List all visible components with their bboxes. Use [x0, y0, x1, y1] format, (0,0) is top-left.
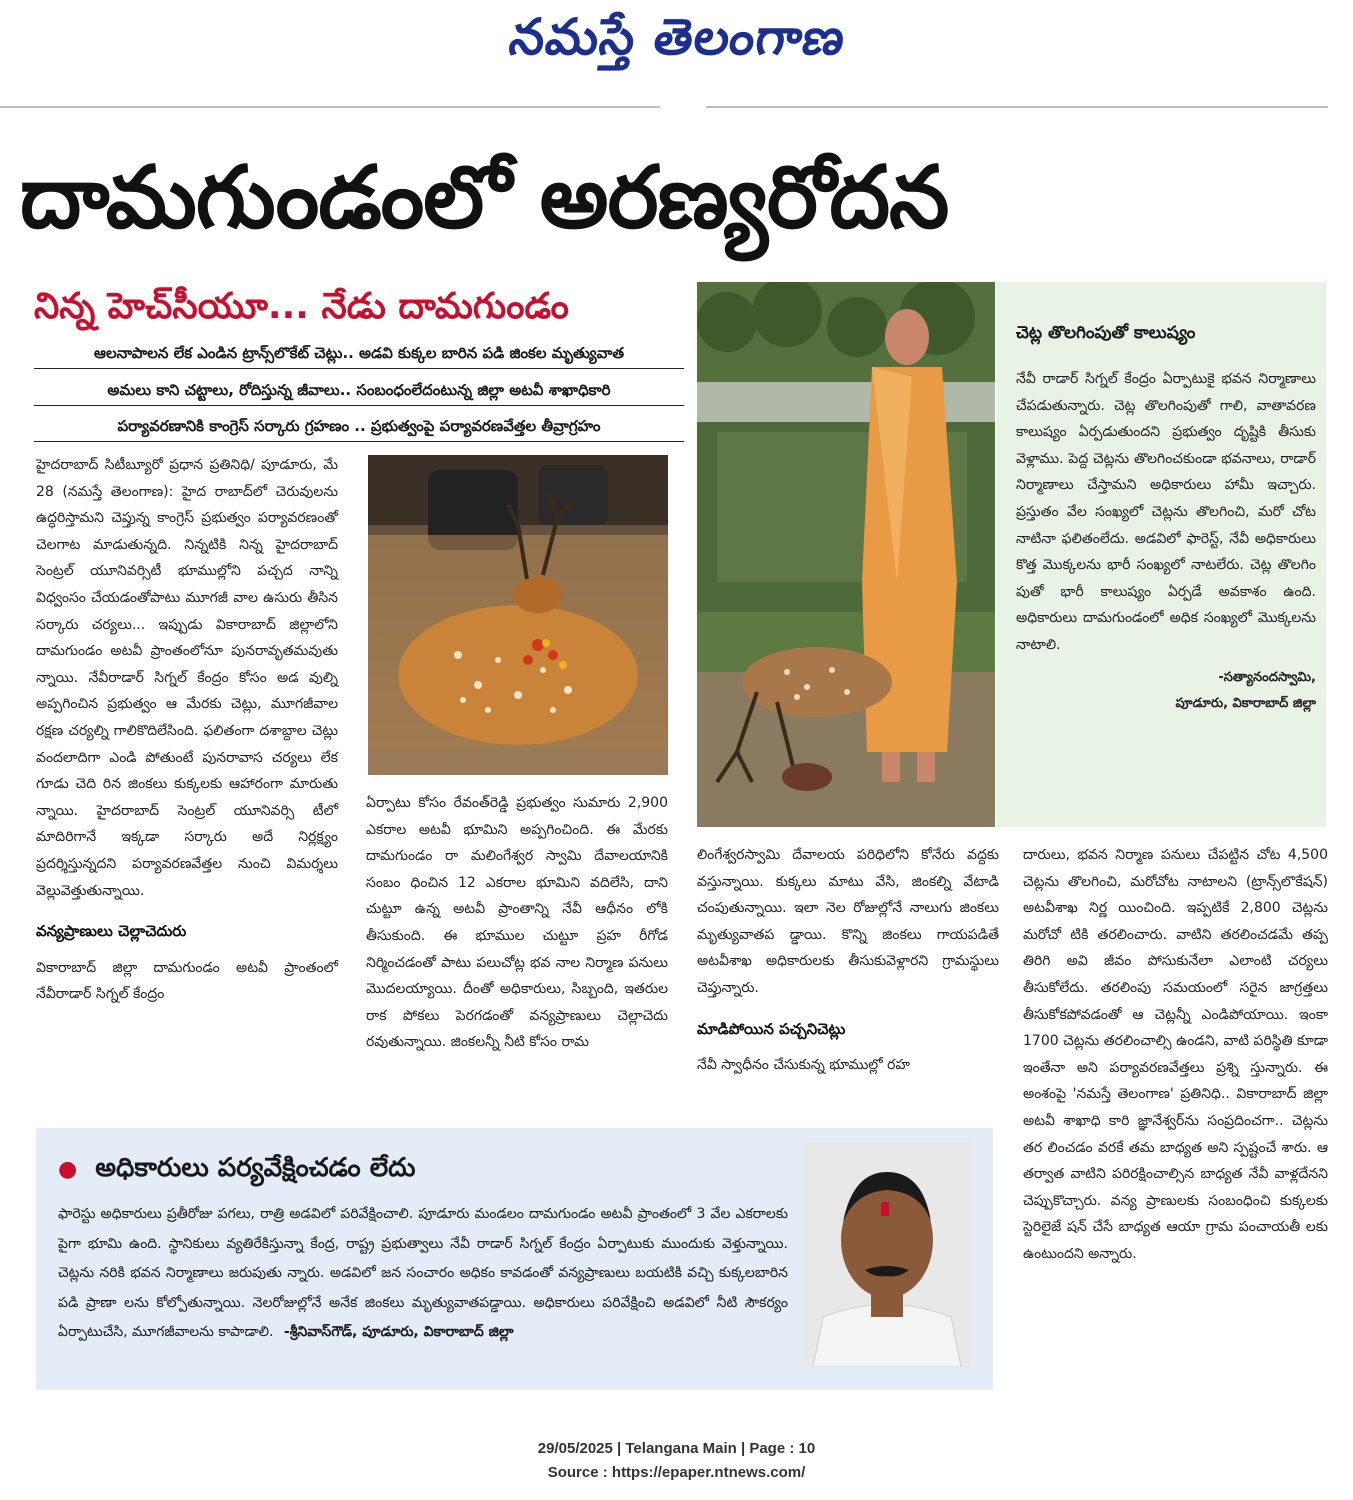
expert-quote-signature-name: -సత్యానందస్వామి, — [1218, 669, 1316, 685]
deck-line-3: పర్యావరణానికి కాంగ్రెస్ సర్కారు గ్రహణం .. ప్రభుత్వంపై పర్యావరణవేత్తల తీవ్రాగ్రహం — [34, 411, 684, 442]
official-quote-title-row — [58, 1148, 415, 1190]
masthead-logo-text: నమస్తే తెలంగాణ — [505, 8, 850, 66]
footer-source-line: Source : https://epaper.ntnews.com/ — [547, 1464, 806, 1481]
column-4-paragraph-1: దారులు, భవన నిర్మాణ పనులు చేపట్టిన చోట 4,500 చెట్లను తొలగించి, మరోచోట నాటాలని (ట్రాన్స్‌లొకేషన్) అటవీశాఖ నిర్ణ యించింది. ఇప్పటికే 2,800 చెట్లను మరోచో టికి తరలించారు. వాటిని తరలించడమే తప్ప తిరిగి అవి జీవం పోసుకునేలా ఎలాంటి చర్యలు తీసుకోలేదు. తరలింపు సమయంలో సరైన జాగ్రత్తలు తీసుకోకపోవడంతో ఆ చెట్లన్నీ ఎండిపోయాయి. ఇంకా 1700 చెట్లను తరలించాల్సి ఉండని, వాటి పరిస్థితి కూడా ఇంతేనా అని పర్యావరణవేత్తలు ప్రశ్ని స్తున్నారు. ఈ అంశంపై 'నమస్తే తెలంగాణ' ప్రతినిధి.. వికారాబాద్ జిల్లా అటవీ శాఖాధి కారి జ్ఞానేశ్వర్‌ను సంప్రదించగా.. చెట్లను తర లించడం వరకే తమ బాధ్యత అని స్పష్టంచే శారు. ఆ తర్వాత వాటిని పరిరక్షించాల్సిన బాధ్యత నేవీ వాళ్లదేనని చెప్పుకొచ్చారు. వన్య ప్రాణులకు సంబంధించి కుక్కలకు స్టెరిలైజే షన్ చేసే బాధ్యత ఆయా గ్రామ పంచాయతీ లకు ఉంటుందని అన్నారు. — [1023, 847, 1328, 1262]
official-portrait-graphic — [803, 1142, 971, 1367]
deck-line-1: ఆలనాపాలన లేక ఎండిన ట్రాన్స్‌లొకేట్ చెట్లు.. అడవి కుక్కల బారిన పడి జింకల మృత్యువాత — [34, 338, 684, 369]
main-headline: దామగుండంలో అరణ్యరోదన — [20, 148, 949, 248]
article-column-1 — [36, 452, 338, 1008]
column-1-paragraph-2: వికారాబాద్ జిల్లా దామగుండం అటవీ ప్రాంతంలో నేవీరాడార్ సిగ్నల్ కేంద్రం — [36, 959, 338, 1003]
man-with-deer-photo-graphic — [697, 282, 995, 827]
column-3-paragraph-1: లింగేశ్వరస్వామి దేవాలయ పరిధిలోని కోనేరు వద్దకు వస్తున్నాయి. కుక్కలు మాటు వేసి, జింకల్ని వేటాడి చంపుతున్నాయి. ఇలా నెల రోజుల్లోనే నాలుగు జింకలు మృత్యువాతప డ్డాయి. కొన్ని జింకలు గాయపడితే అటవీశాఖ అధికారులకు తీసుకువెళ్లారని గ్రామస్థులు చెప్తున్నారు. — [697, 847, 999, 996]
masthead-rule-right — [706, 106, 1328, 108]
expert-quote-text: నేవీ రాడార్ సిగ్నల్ కేంద్రం ఏర్పాటుకై భవన నిర్మాణాలు చేపడుతున్నారు. చెట్ల తొలగింపుతో గాలి, వాతావరణ కాలుష్యం ఏర్పడుతుందని ప్రభుత్వం దృష్టికి తీసుకు వెళ్లాము. పెద్ద చెట్లను తొలగించకుండా భవనాలు, రాడార్ నిర్మాణాలు చేస్తామని అధికారులు హామీ ఇచ్చారు. ప్రస్తుతం వేల సంఖ్యలో చెట్లను తొలగించి, మరో చోట నాటినా ఫలితంలేదు. అడవిలో ఫారెస్ట్, నేవీ అధికారులు కొత్త మొక్కలను భారీ సంఖ్యలో నాటలేరు. చెట్ల తొలగిం పుతో భారీ కాలుష్యం ఏర్పడే అవకాశం ఉంది. అధికారులు దామగుండంలో అధిక సంఖ్యలో మొక్కలను నాటాలి. — [1016, 371, 1316, 653]
expert-quote-title: చెట్ల తొలగింపుతో కాలుష్యం — [1016, 323, 1196, 343]
official-quote-body — [58, 1200, 788, 1348]
subheading-dried-trees: మాడిపోయిన పచ్చనిచెట్లు — [697, 1019, 846, 1038]
deer-vehicle-photo — [368, 455, 668, 775]
masthead-rule-left — [0, 106, 660, 108]
article-column-2 — [366, 790, 668, 1056]
official-quote-text: ఫారెస్టు అధికారులు ప్రతీరోజు పగలు, రాత్రి అడవిలో పరివేక్షించాలి. పూడూరు మండలం దామగుండం అటవీ ప్రాంతంలో 3 వేల ఎకరాలకు పైగా భూమి ఉంది. స్థానికులు వ్యతిరేకిస్తున్నా కేంద్ర, రాష్ట్ర ప్రభుత్వాలు నేవీ రాడార్ సిగ్నల్ కేంద్రం ఏర్పాటుకు ముందుకు వెళ్తున్నాయి. చెట్లను నరికి భవన నిర్మాణాలు జరుపుతు న్నారు. అడవిలో జన సంచారం అధికం కావడంతో వన్యప్రాణులు బయటికి వచ్చి కుక్కలబారిన పడి ప్రాణా లను కోల్పోతున్నాయి. నెలరోజుల్లోనే అనేక జింకలు మృత్యువాతపడ్డాయి. అధికారులు పరివేక్షించి అడవిలో నీటి సౌకర్యం ఏర్పాటుచేసి, మూగజీవాలను కాపాడాలి. — [58, 1206, 788, 1340]
column-2-paragraph-1: ఏర్పాటు కోసం రేవంత్‌రెడ్డి ప్రభుత్వం సుమారు 2,900 ఎకరాల అటవీ భూమిని అప్పగించింది. ఈ మేరకు దామగుండం రా మలింగేశ్వర స్వామి దేవాలయానికి సంబం ధించిన 12 ఎకరాల భూమిని వదిలేసి, దాని చుట్టూ ఉన్న అటవీ ప్రాంతాన్ని నేవీ ఆధీనం లోకి తీసుకుంది. ఈ భూముల చుట్టూ ప్రహ రీగోడ నిర్మించడంతో పాటు పలుచోట్ల భవ నాల నిర్మాణ పనులు మొదలయ్యాయి. దీంతో అధికారులు, సిబ్బంది, ఇతరుల రాక పోకలు పెరగడంతో వన్యప్రాణులు చెల్లాచెదు రవుతున్నాయి. జింకలన్నీ నీటి కోసం రామ — [366, 795, 668, 1051]
expert-quote-body — [1016, 366, 1316, 718]
page-footer — [0, 1437, 1353, 1485]
red-headline: నిన్న హెచ్‌సీయూ... నేడు దామగుండం — [34, 286, 569, 327]
man-with-deer-photo — [697, 282, 995, 827]
official-quote-title: అధికారులు పర్యవేక్షించడం లేదు — [95, 1153, 416, 1183]
bullet-icon: ● — [58, 1157, 78, 1182]
official-portrait-photo — [803, 1142, 971, 1367]
column-3-paragraph-2: నేవీ స్వాధీనం చేసుకున్న భూముల్లో రహ — [697, 1057, 910, 1074]
article-column-4 — [1023, 842, 1328, 1268]
column-1-paragraph-1: హైదరాబాద్ సిటీబ్యూరో ప్రధాన ప్రతినిధి/ పూడూరు, మే 28 (నమస్తే తెలంగాణ): హైద రాబాద్‌లో చెరువులను ఉద్ధరిస్తామని చెప్తున్న కాంగ్రెస్ ప్రభుత్వం పర్యావరణంతో చెలగాట మాడుతున్నది. నిన్నటికి నిన్న హైదరాబాద్ సెంట్రల్ యూనివర్సిటీ భూముల్లోని పచ్చద నాన్ని విధ్వంసం చేయడంతోపాటు మూగజీ వాల ఉసురు తీసిన సర్కారు చర్యలు... ఇప్పుడు వికారాబాద్ జిల్లాలోని దామగుండం అటవీ ప్రాంతంలోనూ పునరావృతమవుతు న్నాయి. నేవీరాడార్ సిగ్నల్ కేంద్రం కోసం అడ వుల్ని అప్పగించిన ప్రభుత్వం ఆ మేరకు చెట్లు, మూగజీవాల రక్షణ చర్యల్ని గాలికొదిలేసింది. ఫలితంగా దశాబ్దాల చెట్లు వందలాదిగా ఎండి పోతుంటే పునరావాస చర్యలు లేక గూడు చెది రిన జింకలు కుక్కలకు ఆహారంగా మారుతు న్నాయి. హైదరాబాద్ సెంట్రల్ యూనివర్సి టీలో మాదిరిగానే ఇక్కడా సర్కారు అదే నిర్లక్ష్యం ప్రదర్శిస్తున్నదని పర్యావరణవేత్తల నుంచి విమర్శలు వెల్లువెత్తుతున్నాయి. — [36, 457, 338, 899]
official-quote-signature: -శ్రీనివాస్‌గౌడ్, పూడూరు, వికారాబాద్ జిల్లా — [283, 1324, 514, 1340]
deer-vehicle-photo-graphic — [368, 455, 668, 775]
masthead-logo — [0, 8, 1353, 79]
article-column-3 — [697, 842, 999, 1079]
deck-line-2: అమలు కాని చట్టాలు, రోదిస్తున్న జీవాలు.. సంబంధంలేదంటున్న జిల్లా అటవీ శాఖాధికారి — [34, 375, 684, 406]
expert-quote-signature-place: పూడూరు, వికారాబాద్ జిల్లా — [1175, 696, 1316, 712]
subheading-wildlife: వన్యప్రాణులు చెల్లాచెదురు — [36, 922, 187, 941]
footer-edition-line: 29/05/2025 | Telangana Main | Page : 10 — [537, 1440, 816, 1457]
